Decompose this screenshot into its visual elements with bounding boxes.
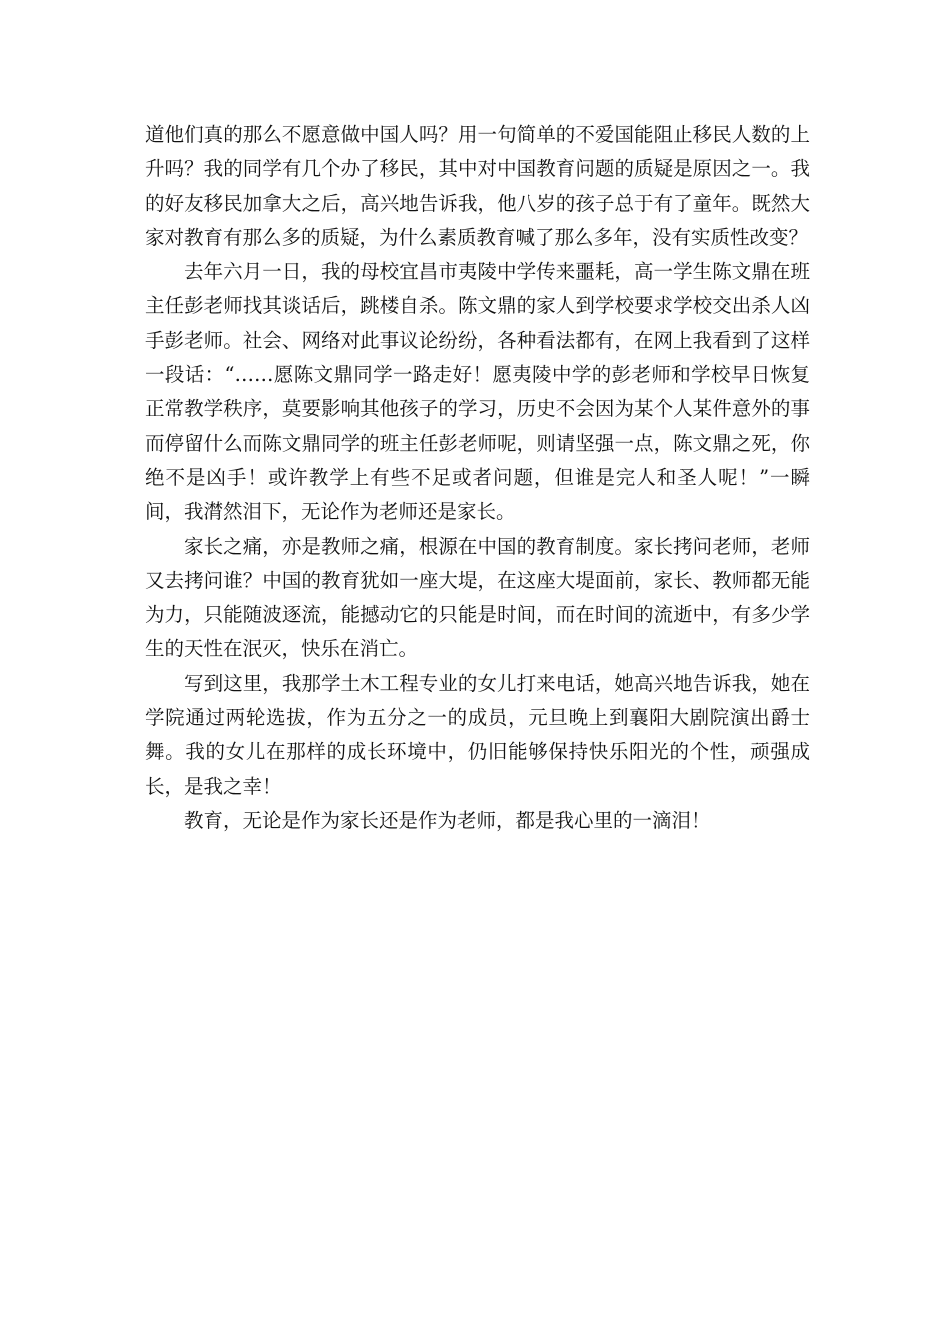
article-body [145, 118, 810, 838]
paragraph-yiling-incident: 去年六月一日，我的母校宜昌市夷陵中学传来噩耗，高一学生陈文鼎在班主任彭老师找其谈话后，跳楼自杀。陈文鼎的家人到学校要求学校交出杀人凶手彭老师。社会、网络对此事议论纷纷，各种看法都有，在网上我看到了这样一段话：“……愿陈文鼎同学一路走好！愿夷陵中学的彭老师和学校早日恢复正常教学秩序，莫要影响其他孩子的学习，历史不会因为某个人某件意外的事而停留什么而陈文鼎同学的班主任彭老师呢，则请坚强一点，陈文鼎之死，你绝不是凶手！或许教学上有些不足或者问题，但谁是完人和圣人呢！”一瞬间，我潸然泪下，无论作为老师还是家长。 [145, 260, 810, 524]
paragraph-parents-teachers-pain: 家长之痛，亦是教师之痛，根源在中国的教育制度。家长拷问老师，老师又去拷问谁？中国的教育犹如一座大堤，在这座大堤面前，家长、教师都无能为力，只能随波逐流，能撼动它的只能是时间，而在时间的流逝中，有多少学生的天性在泯灭，快乐在消亡。 [145, 534, 810, 661]
paragraph-conclusion: 教育，无论是作为家长还是作为老师，都是我心里的一滴泪！ [184, 808, 711, 832]
paragraph-daughter-call: 写到这里，我那学土木工程专业的女儿打来电话，她高兴地告诉我，她在学院通过两轮选拔，作为五分之一的成员，元旦晚上到襄阳大剧院演出爵士舞。我的女儿在那样的成长环境中，仍旧能够保持快乐阳光的个性，顽强成长，是我之幸！ [145, 671, 810, 798]
paragraph-emigration-question: 道他们真的那么不愿意做中国人吗？用一句简单的不爱国能阻止移民人数的上升吗？我的同学有几个办了移民，其中对中国教育问题的质疑是原因之一。我的好友移民加拿大之后，高兴地告诉我，他八岁的孩子总于有了童年。既然大家对教育有那么多的质疑，为什么素质教育喊了那么多年，没有实质性改变？ [145, 123, 810, 249]
